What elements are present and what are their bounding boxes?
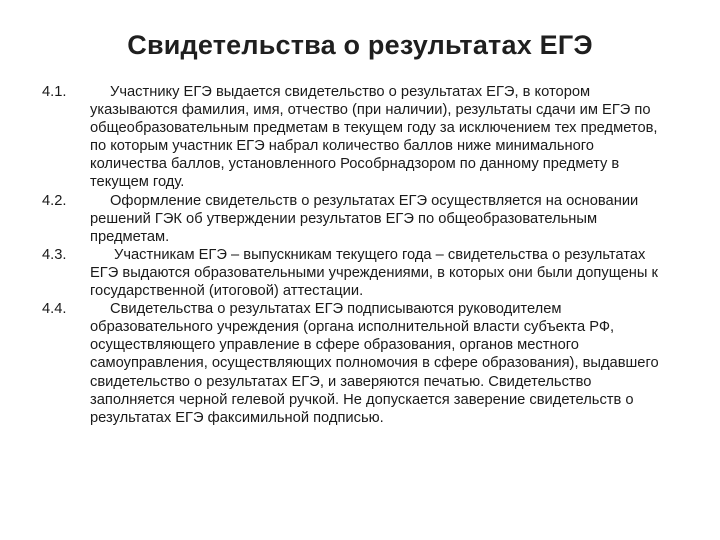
item-number: 4.4. [42, 301, 67, 318]
numbered-list [42, 83, 672, 427]
item-text: Свидетельства о результатах ЕГЭ подписываются руководителем образовательного учреждения (органа исполнительной власти субъекта РФ, осуществляющего управление в сфере образования, органов местного самоуправления, осуществляющих полномочия в сфере образования), выдавшего свидетельство о результатах ЕГЭ, и заверяются печатью. Свидетельство заполняется черной гелевой ручкой. Не допускается заверение свидетельств о результатах ЕГЭ факсимильной подписью. [90, 301, 659, 426]
list-item-4-2 [42, 192, 672, 246]
item-number: 4.1. [42, 84, 67, 100]
item-text: Участнику ЕГЭ выдается свидетельство о результатах ЕГЭ, в котором указываются фамилия, имя, отчество (при наличии), результаты сдачи им ЕГЭ по общеобразовательным предметам в текущем году за исключением тех предметов, по которым участник ЕГЭ набрал количество баллов ниже минимального количества баллов, установленного Рособрнадзором по данному предмету в текущем году. [90, 84, 658, 191]
list-item-4-3 [42, 246, 672, 300]
list-item-4-4 [42, 300, 672, 427]
item-text: Оформление свидетельств о результатах ЕГЭ осуществляется на основании решений ГЭК об утверждении результатов ЕГЭ по общеобразовательным предметам. [90, 192, 639, 245]
list-item-4-1 [42, 83, 672, 192]
item-number: 4.3. [42, 246, 67, 263]
item-number: 4.2. [42, 192, 67, 209]
slide-title: Свидетельства о результатах ЕГЭ [127, 30, 593, 60]
item-text: Участникам ЕГЭ – выпускникам текущего года – свидетельства о результатах ЕГЭ выдаются образовательными учреждениями, в которых они были допущены к государственной (итоговой) аттестации. [90, 246, 658, 300]
